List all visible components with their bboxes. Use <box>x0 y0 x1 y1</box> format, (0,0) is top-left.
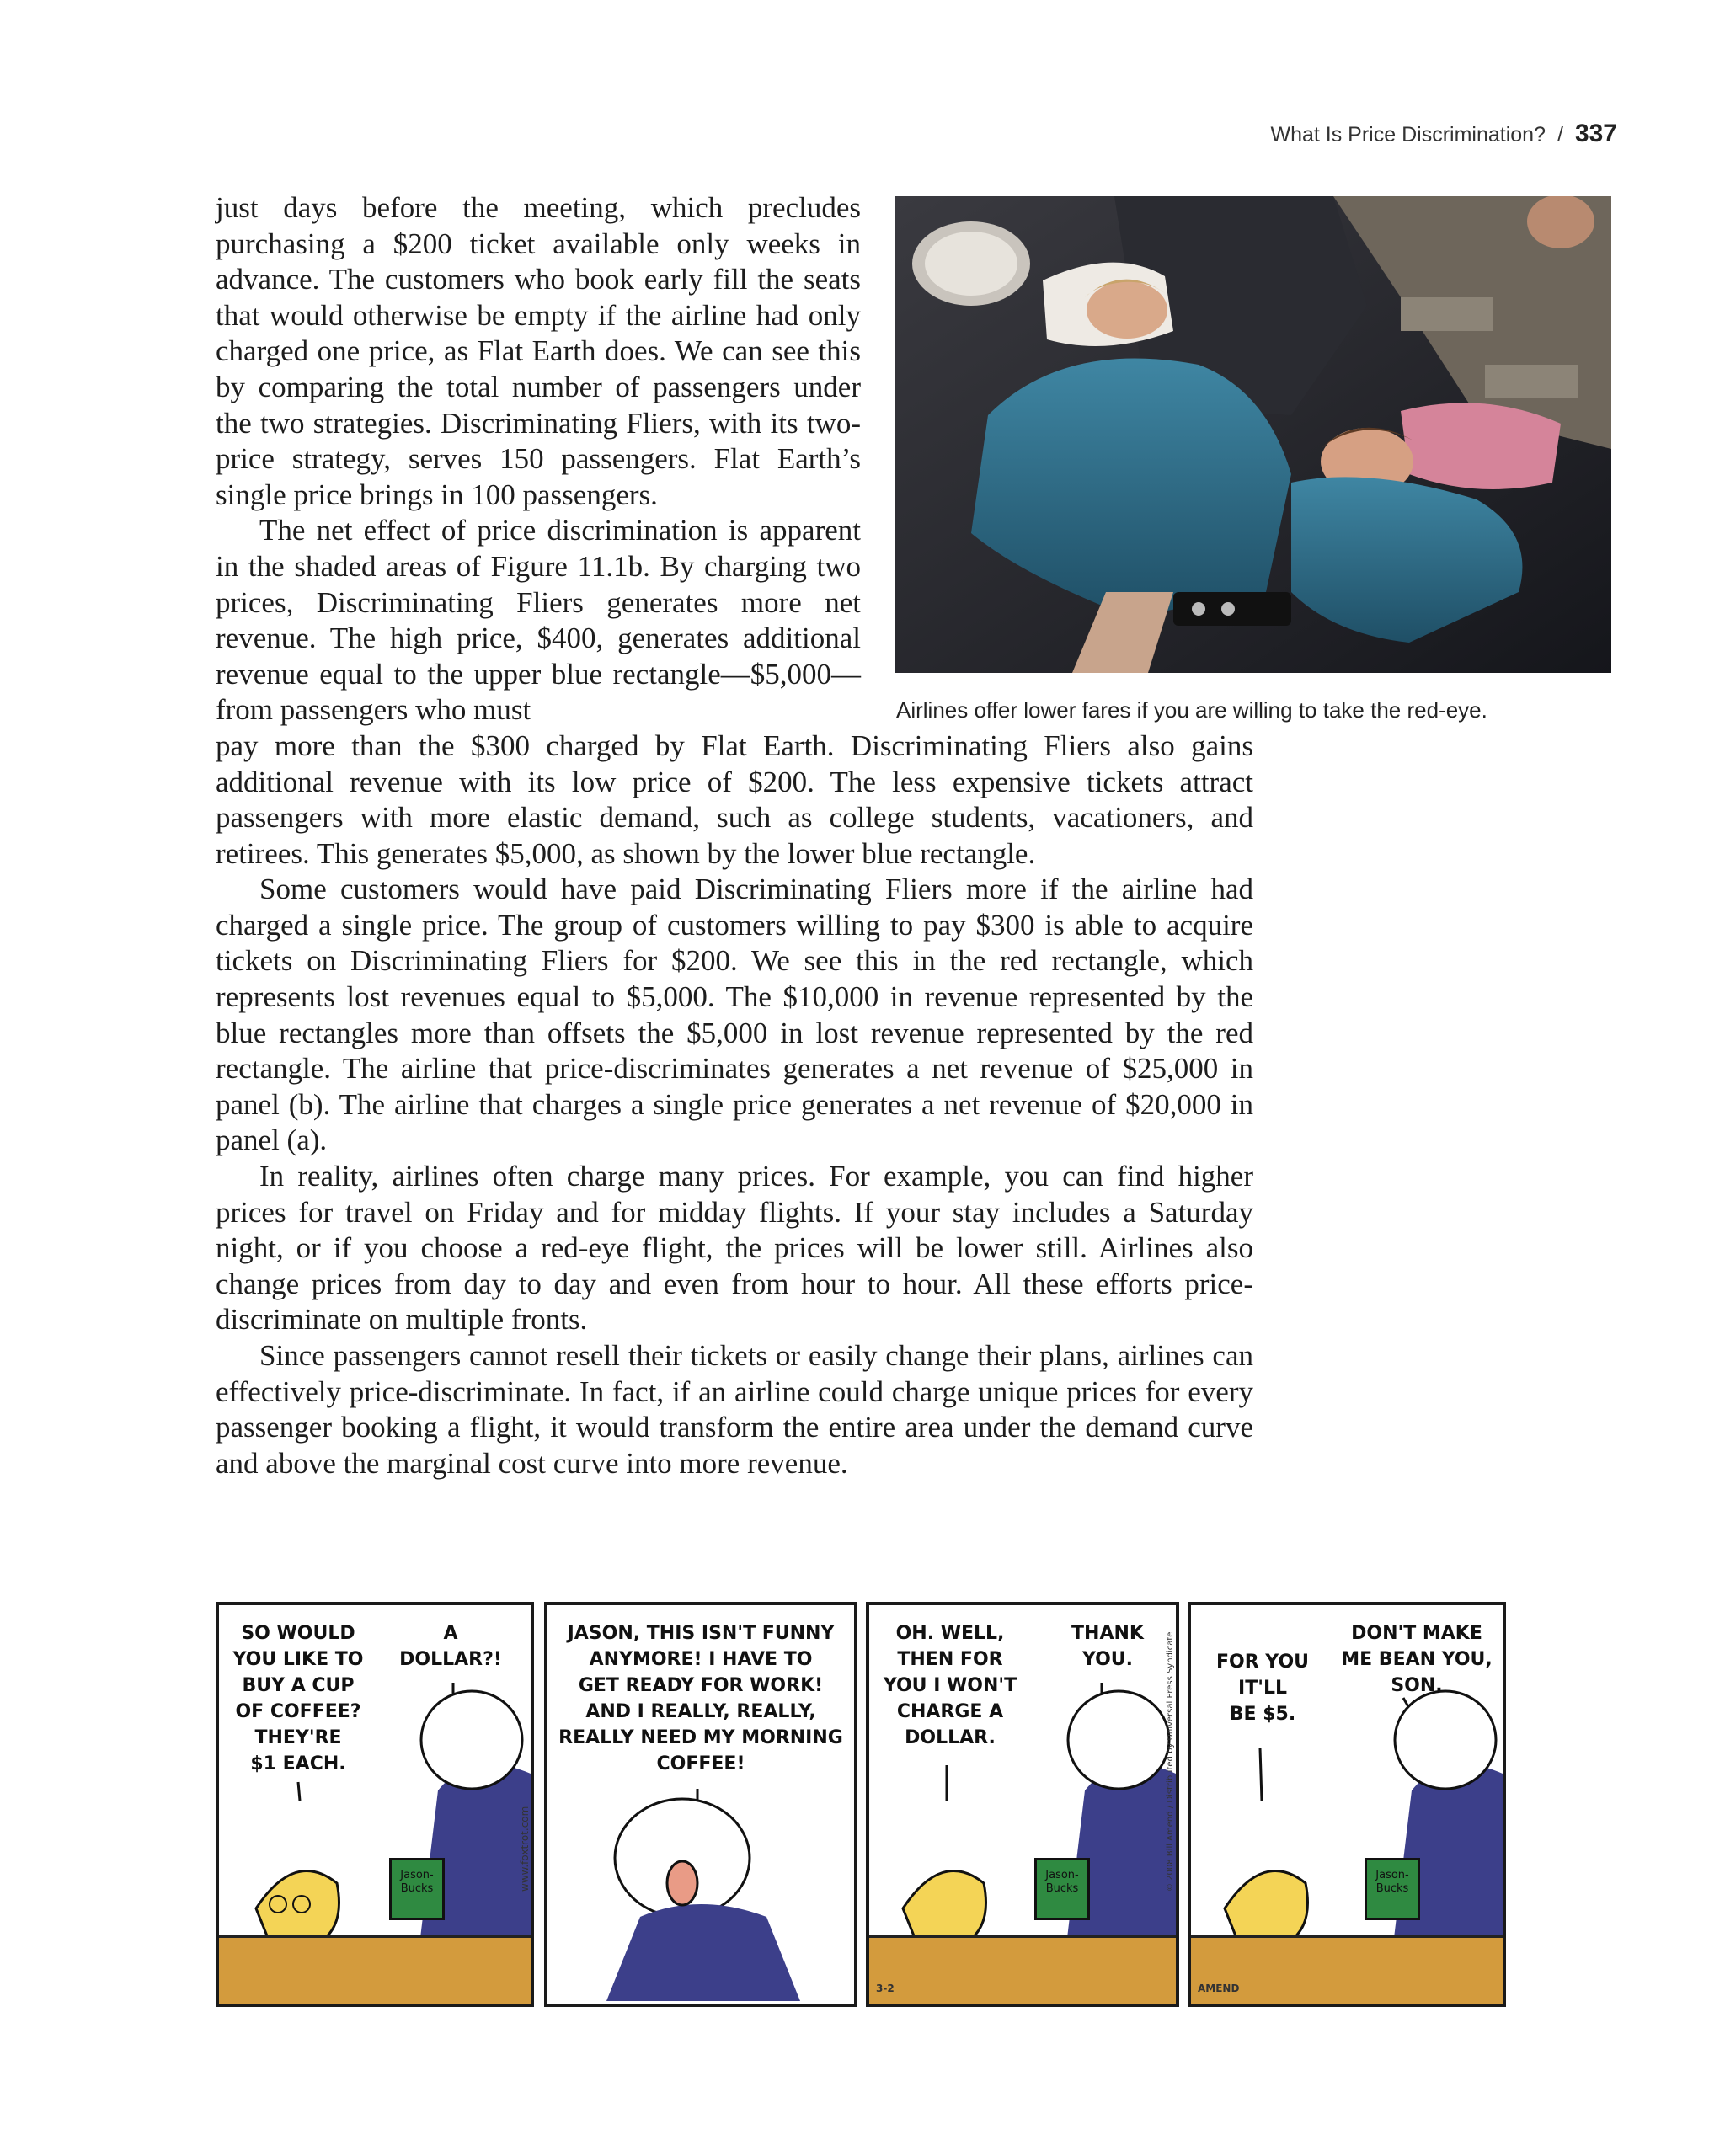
speech-bubble-jason: OH. WELL, THEN FOR YOU I WON'T CHARGE A DOLLAR. <box>883 1623 1017 1748</box>
paragraph-5: Since passengers cannot resell their tickets or easily change their plans, airlines can effectively price-discriminate. In fact, if an airline could charge unique prices for every passenger booking a flight, it would transform the entire area under the demand curve and above the marginal cost curve into more revenue. <box>216 1339 1253 1480</box>
running-head <box>1271 120 1618 148</box>
strip-date: 3-2 <box>876 1983 895 1994</box>
dad-yelling-drawing <box>547 1605 854 2004</box>
jason-bucks-sign: Jason- Bucks <box>389 1858 445 1920</box>
comic-panel-3 <box>866 1602 1179 2007</box>
speech-bubble-dad: A DOLLAR?! <box>399 1623 502 1670</box>
wide-column <box>216 728 1253 1481</box>
coffee-counter <box>219 1935 531 2004</box>
jason-bucks-sign: Jason- Bucks <box>1034 1858 1090 1920</box>
paragraph-3: Some customers would have paid Discriminating Fliers more if the airline had charged a single price. The group of customers willing to pay $300 is able to acquire tickets on Discriminating Fliers for $200. We see this in the red rectangle, which represents lost revenues equal to $5,000. The $10,000 in revenue represented by the blue rectangles more than offsets the $5,000 in lost revenue represented by the red rectangle. The airline that price-discriminates generates a net revenue of $25,000 in panel (b). The airline that charges a single price generates a net revenue of $20,000 in panel (a). <box>216 873 1253 1157</box>
comic-copyright: © 2008 Bill Amend / Distributed by Universal Press Syndicate <box>1166 1631 1175 1892</box>
photo-caption: Airlines offer lower fares if you are willing to take the red-eye. <box>896 697 1487 723</box>
comic-panel-1 <box>216 1602 534 2007</box>
header-separator: / <box>1557 123 1563 147</box>
section-title: What Is Price Discrimination? <box>1270 123 1546 147</box>
jason-bucks-sign: Jason- Bucks <box>1365 1858 1420 1920</box>
speech-bubble-jason: SO WOULD YOU LIKE TO BUY A CUP OF COFFEE? THEY'RE $1 EACH. <box>232 1623 364 1774</box>
speech-bubble-dad: THANK YOU. <box>1071 1623 1144 1670</box>
paragraph-4: In reality, airlines often charge many prices. For example, you can find higher prices for travel on Friday and for midday flights. If your stay includes a Saturday night, or if you choose a red-eye flight, the prices will be lower still. Airlines also change prices from day to day and even from hour to hour. All these efforts price-discriminate on multiple fronts. <box>216 1160 1253 1337</box>
page-number: 337 <box>1574 120 1617 147</box>
speech-bubble-dad: JASON, THIS ISN'T FUNNY ANYMORE! I HAVE TO GET READY FOR WORK! AND I REALLY, REALLY, REALLY NEED MY MORNING COFFEE! <box>558 1623 843 1774</box>
body-text <box>216 190 1253 1481</box>
artist-signature: AMEND <box>1198 1983 1240 1994</box>
comic-website-credit: www.foxtrot.com <box>519 1806 531 1892</box>
paragraph-2-continued: pay more than the $300 charged by Flat Earth. Discriminating Fliers also gains additional revenue with its low price of $200. The less expensive tickets attract passengers with more elastic demand, such as college students, vacationers, and retirees. This generates $5,000, as shown by the lower blue rectangle. <box>216 728 1253 870</box>
comic-panel-2 <box>544 1602 857 2007</box>
paragraph-1: just days before the meeting, which precludes purchasing a $200 ticket available only weeks in advance. The customers who book early fill the seats that would otherwise be empty if the airline had only charged one price, as Flat Earth does. We can see this by comparing the total number of passengers under the two strategies. Discriminating Fliers, with its two-price strategy, serves 150 passengers. Flat Earth’s single price brings in 100 passengers. <box>216 191 861 511</box>
coffee-counter <box>869 1935 1176 2004</box>
narrow-column <box>216 190 861 728</box>
paragraph-2: The net effect of price discrimination is apparent in the shaded areas of Figure 11.1b. By charging two prices, Discriminating Fliers generates more net revenue. The high price, $400, generates additional revenue equal to the upper blue rectangle—$5,000—from passengers who must <box>216 514 861 727</box>
speech-bubble-jason: FOR YOU IT'LL BE $5. <box>1215 1652 1310 1725</box>
comic-panel-4 <box>1188 1602 1506 2007</box>
speech-bubble-dad: DON'T MAKE ME BEAN YOU, SON. <box>1341 1623 1493 1696</box>
